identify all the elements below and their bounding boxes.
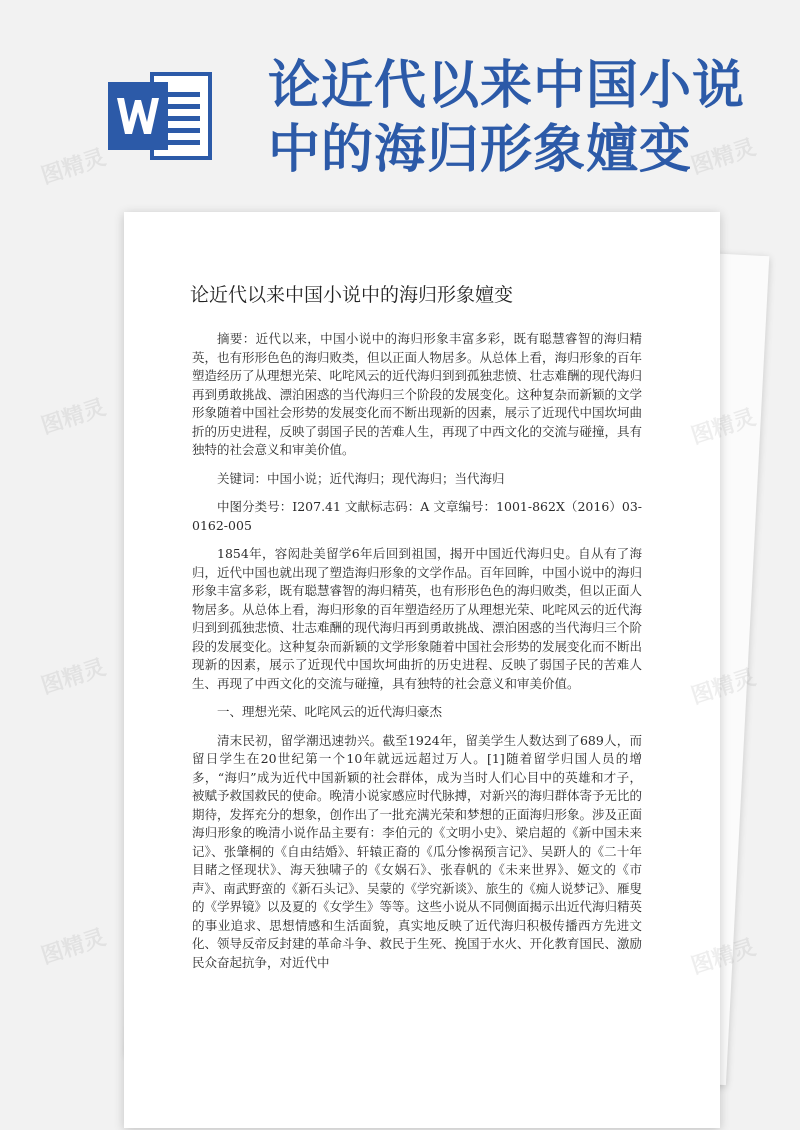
- abstract-paragraph: 摘要：近代以来，中国小说中的海归形象丰富多彩，既有聪慧睿智的海归精英，也有形形色色的海归败类，但以正面人物居多。从总体上看，海归形象的百年塑造经历了从理想光荣、叱咤风云的近代海归到到孤独悲愤、壮志难酬的现代海归再到勇敢挑战、漂泊困惑的当代海归三个阶段的发展变化。这种复杂而新颖的文学形象随着中国社会形势的发展变化而不断出现新的因素，展示了近现代中国坎坷曲折的历史进程，反映了弱国子民的苦难人生，再现了中西文化的交流与碰撞，具有独特的社会意义和审美价值。: [192, 331, 643, 457]
- watermark: 图精灵: [38, 925, 109, 970]
- keywords-line: 关键词：中国小说；近代海归；现代海归；当代海归: [217, 470, 505, 486]
- body-paragraph-2: 清末民初，留学潮迅速勃兴。截至1924年，留美学生人数达到了689人，而留日学生在20世纪第一个10年就远远超过万人。[1]随着留学归国人员的增多，“海归”成为近代中国新颖的社会群体，成为当时人们心目中的英雄和才子，被赋予救国救民的使命。晚清小说家感应时代脉搏，对新兴的海归群体寄予无比的期待，发挥充分的想象，创作出了一批充满光荣和梦想的正面海归形象。涉及正面海归形象的晚清小说作品主要有：李伯元的《文明小史》、梁启超的《新中国未来记》、张肇桐的《自由结婚》、轩辕正裔的《瓜分惨祸预言记》、吴趼人的《二十年目睹之怪现状》、海天独啸子的《女娲石》、张春帆的《未来世界》、姬文的《市声》、南武野蛮的《新石头记》、吴蒙的《学究新谈》、旅生的《痴人说梦记》、雁叟的《学界镜》以及夏的《女学生》等等。这些小说从不同侧面揭示出近代海归精英的事业追求、思想情感和生活面貌，真实地反映了近代海归积极传播西方先进文化、领导反帝反封建的革命斗争、救民于生死、挽国于水火、开化教育国民、激励民众奋起抗争，对近代中: [192, 732, 643, 970]
- document-title: 论近代以来中国小说中的海归形象嬗变: [190, 284, 514, 306]
- watermark: 图精灵: [688, 135, 759, 180]
- watermark: 图精灵: [38, 655, 109, 700]
- body-paragraph-1: 1854年，容闳赴美留学6年后回到祖国，揭开中国近代海归史。自从有了海归，近代中国也就出现了塑造海归形象的文学作品。百年回眸，中国小说中的海归形象丰富多彩，既有聪慧睿智的海归精英，也有形形色色的海归败类，但以正面人物居多。从总体上看，海归形象的百年塑造经历了从理想光荣、叱咤风云的近代海归到到孤独悲愤、壮志难酬的现代海归再到勇敢挑战、漂泊困惑的当代海归三个阶段的发展变化。这种复杂而新颖的文学形象随着中国社会形势的发展变化而不断出现新的因素，展示了近现代中国坎坷曲折的历史进程、反映了弱国子民的苦难人生、再现了中西文化的交流与碰撞，具有独特的社会意义和审美价值。: [192, 546, 643, 691]
- classification-line: 中图分类号：I207.41 文献标志码：A 文章编号：1001-862X（2016）03-0162-005: [192, 499, 642, 533]
- watermark: 图精灵: [38, 145, 109, 190]
- section-heading-1: 一、理想光荣、叱咤风云的近代海归豪杰: [217, 704, 443, 719]
- page-title: 论近代以来中国小说中的海归形象嬗变: [268, 56, 746, 180]
- watermark: 图精灵: [38, 395, 109, 440]
- word-document-icon: [108, 68, 212, 164]
- document-body: [192, 330, 642, 982]
- document-page: [124, 212, 720, 1128]
